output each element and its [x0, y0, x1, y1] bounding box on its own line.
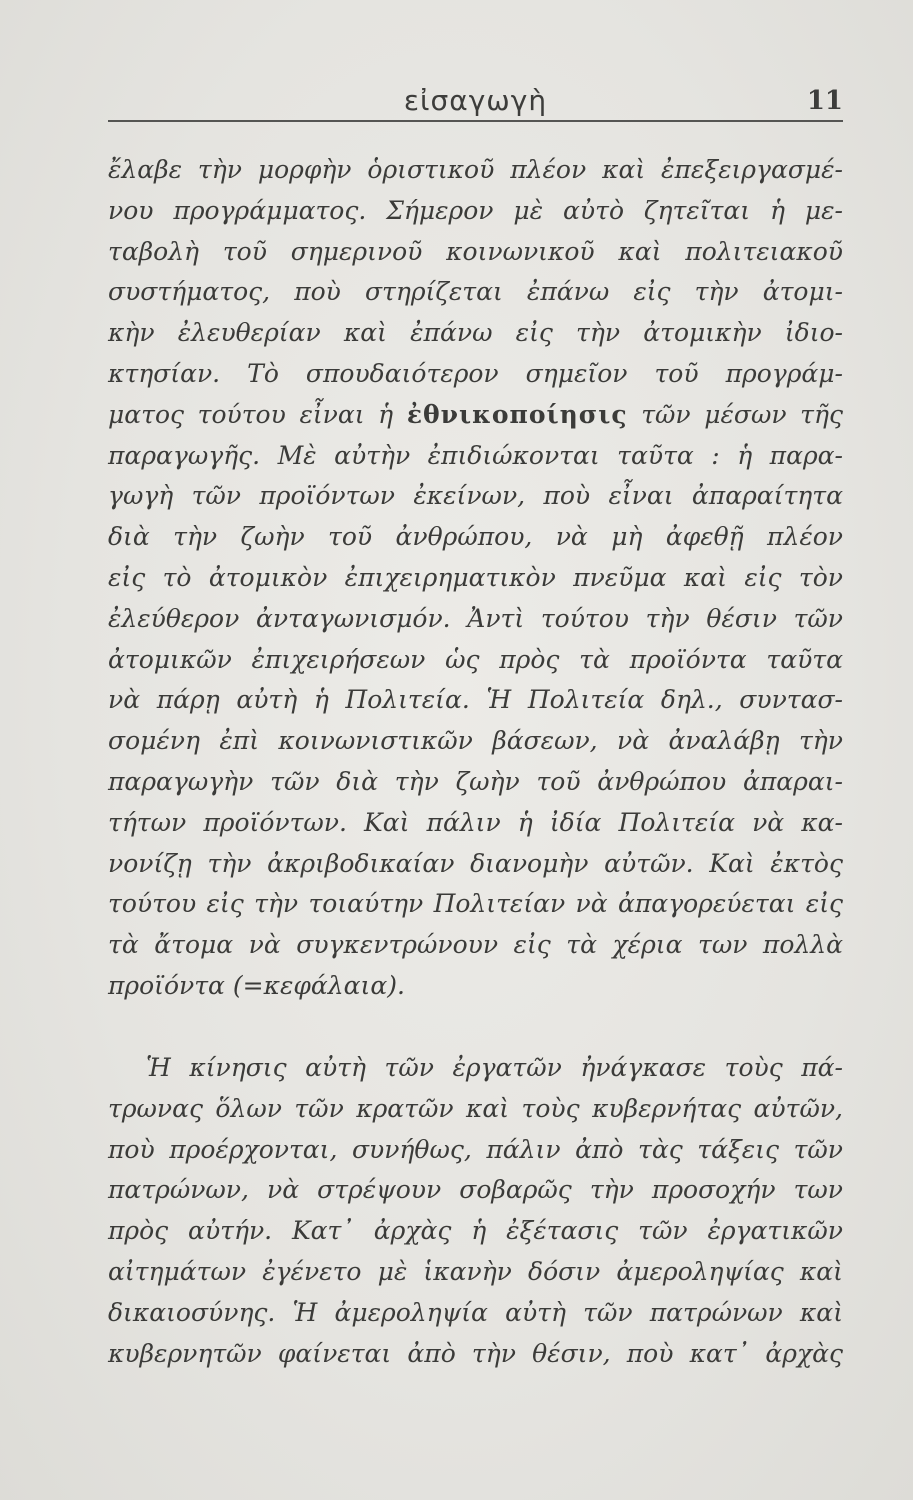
text-line: διὰ τὴν ζωὴν τοῦ ἀνθρώπου, νὰ μὴ ἀφεθῇ πλέον	[108, 522, 843, 552]
text-line: ἐλεύθερον ἀνταγωνισμόν. Ἀντὶ τούτου τὴν θέσιν τῶν	[108, 603, 843, 633]
text-line: νονίζῃ τὴν ἀκριβοδικαίαν διανομὴν αὐτῶν. Καὶ ἐκτὸς	[108, 848, 843, 878]
text-line: παραγωγῆς. Μὲ αὐτὴν ἐπιδιώκονται ταῦτα : ἡ παρα-	[108, 440, 843, 470]
text-line: Ἡ κίνησις αὐτὴ τῶν ἐργατῶν ἠνάγκασε τοὺς πά-	[146, 1053, 843, 1082]
text-line: νου προγράμματος. Σήμερον μὲ αὐτὸ ζητεῖται ἡ με-	[108, 195, 843, 225]
text-line: ἔλαβε τὴν μορφὴν ὁριστικοῦ πλέον καὶ ἐπεξειργασμέ-	[108, 155, 843, 184]
text-segment: τῶν μέσων τῆς	[641, 399, 843, 429]
emphasized-term: ἐθνικοποίησις	[406, 399, 628, 429]
text-segment: ματος τούτου εἶναι ἡ	[108, 399, 394, 429]
paragraph-2	[108, 1048, 843, 1374]
header-rule	[108, 120, 843, 122]
text-line: γωγὴ τῶν προϊόντων ἐκείνων, ποὺ εἶναι ἀπαραίτητα	[108, 481, 843, 511]
text-line: αἰτημάτων ἐγένετο μὲ ἱκανὴν δόσιν ἀμεροληψίας καὶ	[108, 1256, 843, 1286]
text-line: ταβολὴ τοῦ σημερινοῦ κοινωνικοῦ καὶ πολιτειακοῦ	[108, 236, 843, 266]
running-title: εἰσαγωγὴ	[403, 84, 548, 117]
text-line: τούτου εἰς τὴν τοιαύτην Πολιτείαν νὰ ἀπαγορεύεται εἰς	[108, 889, 843, 919]
text-line: τρωνας ὅλων τῶν κρατῶν καὶ τοὺς κυβερνήτας αὐτῶν,	[108, 1093, 843, 1123]
text-line: παραγωγὴν τῶν διὰ τὴν ζωὴν τοῦ ἀνθρώπου ἀπαραι-	[108, 766, 843, 796]
text-line: πατρώνων, νὰ στρέψουν σοβαρῶς τὴν προσοχήν των	[108, 1175, 843, 1205]
text-line: σομένη ἐπὶ κοινωνιστικῶν βάσεων, νὰ ἀναλάβῃ τὴν	[108, 726, 843, 756]
paragraph-1	[108, 150, 843, 1007]
text-line: συστήματος, ποὺ στηρίζεται ἐπάνω εἰς τὴν ἀτομι-	[108, 277, 843, 307]
running-head	[108, 82, 843, 122]
text-line: ἀτομικῶν ἐπιχειρήσεων ὡς πρὸς τὰ προϊόντα ταῦτα	[108, 644, 843, 674]
text-line: ποὺ προέρχονται, συνήθως, πάλιν ἀπὸ τὰς τάξεις τῶν	[108, 1134, 843, 1164]
text-line: εἰς τὸ ἀτομικὸν ἐπιχειρηματικὸν πνεῦμα καὶ εἰς τὸν	[108, 562, 843, 592]
text-line: κυβερνητῶν φαίνεται ἀπὸ τὴν θέσιν, ποὺ κατ᾽ ἀρχὰς	[108, 1338, 843, 1368]
text-line: τὰ ἄτομα νὰ συγκεντρώνουν εἰς τὰ χέρια των πολλὰ	[108, 930, 843, 960]
text-line: προϊόντα (=κεφάλαια).	[108, 970, 405, 1000]
text-line: κτησίαν. Τὸ σπουδαιότερον σημεῖον τοῦ προγράμ-	[108, 358, 843, 388]
text-line: νὰ πάρῃ αὐτὴ ἡ Πολιτεία. Ἡ Πολιτεία δηλ., συντασ-	[108, 685, 843, 715]
text-line: κὴν ἐλευθερίαν καὶ ἐπάνω εἰς τὴν ἀτομικὴν ἰδιο-	[108, 318, 843, 348]
text-line-with-emphasis	[108, 395, 843, 436]
page-number: 11	[806, 86, 843, 116]
text-line: δικαιοσύνης. Ἡ ἀμεροληψία αὐτὴ τῶν πατρώνων καὶ	[108, 1297, 843, 1327]
text-line: τήτων προϊόντων. Καὶ πάλιν ἡ ἰδία Πολιτεία νὰ κα-	[108, 807, 843, 837]
text-line: πρὸς αὐτήν. Κατ᾽ ἀρχὰς ἡ ἐξέτασις τῶν ἐργατικῶν	[108, 1216, 843, 1246]
